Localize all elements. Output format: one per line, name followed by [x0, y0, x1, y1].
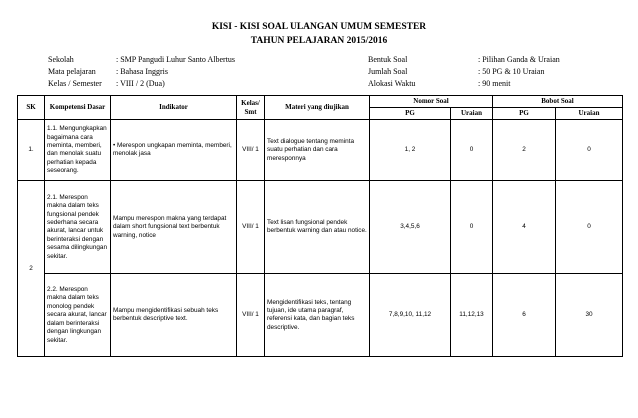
- info-label-alokasi-waktu: Alokasi Waktu: [368, 79, 416, 88]
- cell-materi: Mengidentifikasi teks, tentang tujuan, ide utama paragraf, referensi kata, dan bagian teks descriptive.: [265, 274, 370, 357]
- cell-bobot-uraian: 30: [556, 274, 623, 357]
- cell-materi: Text dialogue tentang meminta suatu perhatian dan cara meresponnya: [265, 120, 370, 181]
- header-bobot-pg: PG: [493, 108, 556, 120]
- cell-nomor-pg: 1, 2: [370, 120, 451, 181]
- info-value-mapel: : Bahasa Inggris: [116, 67, 168, 76]
- cell-sk: 1.: [18, 120, 45, 181]
- table-row: [18, 274, 623, 357]
- info-label-jumlah-soal: Jumlah Soal: [368, 67, 408, 76]
- cell-nomor-uraian: 0: [451, 120, 493, 181]
- cell-bobot-pg: 6: [493, 274, 556, 357]
- table-row: [18, 120, 623, 181]
- cell-kompetensi-dasar: 2.2. Merespon makna dalam teks monolog pendek secara akurat, lancar dalam berinteraksi dengan lingkungan sekitar.: [45, 274, 111, 357]
- cell-indikator: • Merespon ungkapan meminta, memberi, menolak jasa: [111, 120, 237, 181]
- cell-indikator: Mampu mengidentifikasi sebuah teks berbentuk descriptive text.: [111, 274, 237, 357]
- cell-kompetensi-dasar: 2.1. Merespon makna dalam teks fungsional pendek sederhana secara akurat, lancar untuk berinteraksi dengan sesama dilingkungan sekitar.: [45, 181, 111, 274]
- cell-kompetensi-dasar: 1.1. Mengungkapkan bagaimana cara meminta, memberi, dan menolak suatu perhatian kepada seseorang.: [45, 120, 111, 181]
- cell-sk: 2: [18, 181, 45, 357]
- header-bobot-uraian: Uraian: [556, 108, 623, 120]
- cell-kelas: VIII/ 1: [237, 274, 265, 357]
- header-indikator: Indikator: [111, 96, 237, 120]
- info-value-jumlah-soal: : 50 PG & 10 Uraian: [478, 67, 545, 76]
- header-kelas-smt: Kelas/ Smt: [237, 96, 265, 120]
- cell-nomor-uraian: 0: [451, 181, 493, 274]
- cell-nomor-pg: 7,8,9,10, 11,12: [370, 274, 451, 357]
- cell-bobot-uraian: 0: [556, 181, 623, 274]
- cell-indikator: Mampu merespon makna yang terdapat dalam short fungsional text berbentuk warning, notice: [111, 181, 237, 274]
- header-nomor-soal: Nomor Soal: [370, 96, 493, 108]
- header-bobot-soal: Bobot Soal: [493, 96, 623, 108]
- info-value-bentuk-soal: : Pilihan Ganda & Uraian: [478, 55, 560, 64]
- cell-kelas: VIII/ 1: [237, 120, 265, 181]
- header-nomor-pg: PG: [370, 108, 451, 120]
- kisi-kisi-table: [17, 95, 623, 357]
- cell-bobot-pg: 2: [493, 120, 556, 181]
- header-sk: SK: [18, 96, 45, 120]
- cell-nomor-pg: 3,4,5,6: [370, 181, 451, 274]
- info-label-sekolah: Sekolah: [48, 55, 74, 64]
- header-nomor-uraian: Uraian: [451, 108, 493, 120]
- cell-kelas: VIII/ 1: [237, 181, 265, 274]
- document-subtitle: TAHUN PELAJARAN 2015/2016: [250, 36, 388, 46]
- cell-bobot-pg: 4: [493, 181, 556, 274]
- info-value-kelas: : VIII / 2 (Dua): [116, 79, 165, 88]
- info-value-sekolah: : SMP Pangudi Luhur Santo Albertus: [116, 55, 236, 64]
- cell-materi: Text lisan fungsional pendek berbentuk warning dan atau notice.: [265, 181, 370, 274]
- document-title: KISI - KISI SOAL ULANGAN UMUM SEMESTER: [211, 22, 427, 32]
- header-materi: Materi yang diujikan: [265, 96, 370, 120]
- table-row: [18, 181, 623, 274]
- cell-bobot-uraian: 0: [556, 120, 623, 181]
- info-value-alokasi-waktu: : 90 menit: [478, 79, 511, 88]
- info-label-kelas: Kelas / Semester: [48, 79, 102, 88]
- info-label-mapel: Mata pelajaran: [48, 67, 96, 76]
- info-label-bentuk-soal: Bentuk Soal: [368, 55, 408, 64]
- cell-nomor-uraian: 11,12,13: [451, 274, 493, 357]
- header-kompetensi-dasar: Kompetensi Dasar: [45, 96, 111, 120]
